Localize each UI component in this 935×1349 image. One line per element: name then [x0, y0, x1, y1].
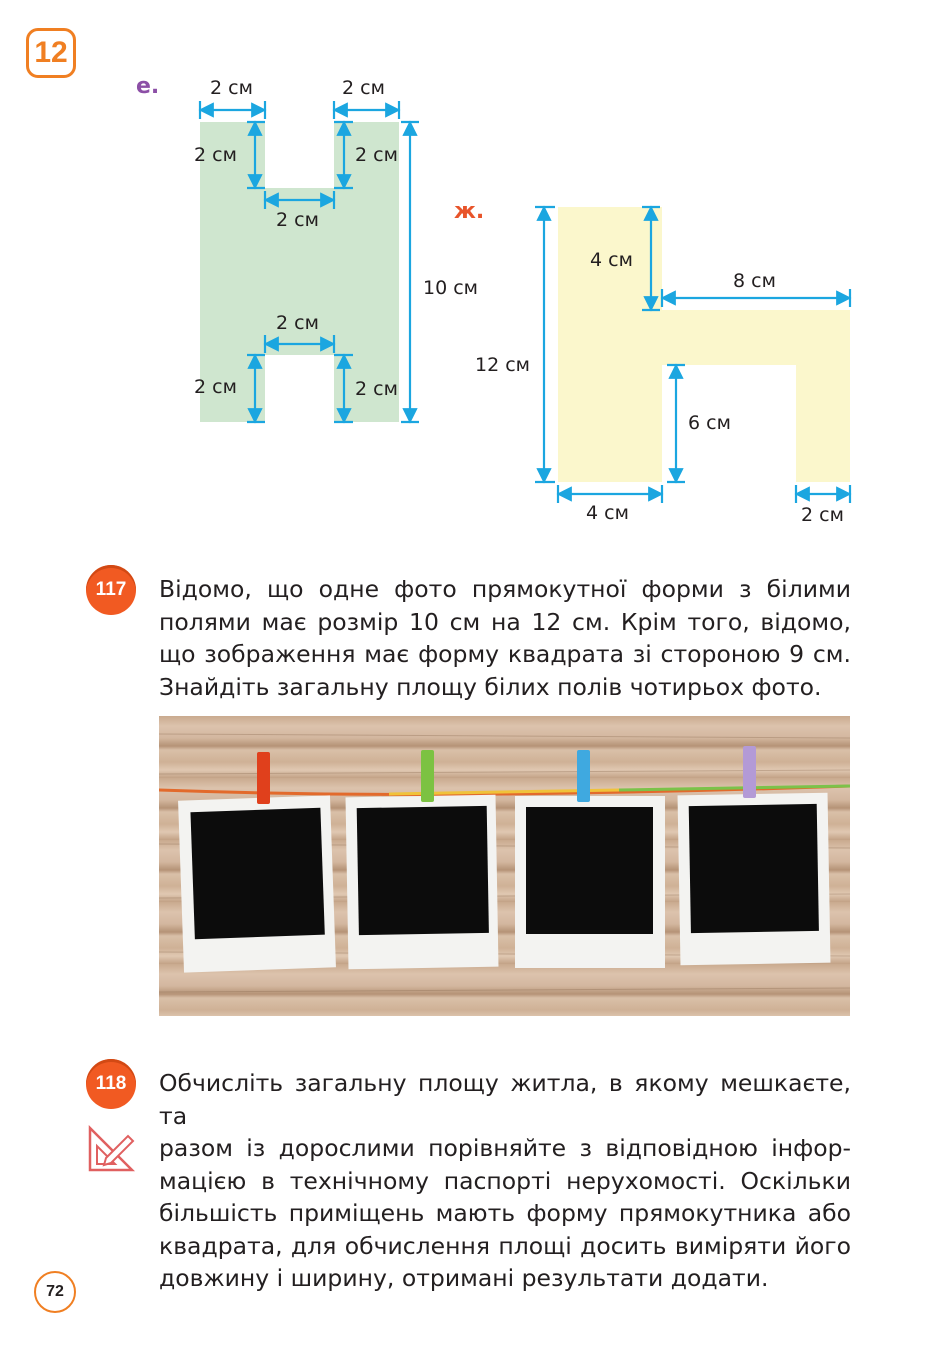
e-top-gap: 2 см	[276, 209, 319, 231]
photo-image	[357, 806, 489, 935]
e-bottom-gap: 2 см	[276, 312, 319, 334]
page-number: 72	[34, 1271, 76, 1313]
photo-image	[190, 808, 324, 939]
ruler-pencil-icon	[86, 1124, 136, 1174]
task-118-line: разом із дорослими порівняйте з відповідною інфор-	[159, 1134, 851, 1162]
e-height: 10 см	[423, 277, 478, 299]
clothespin	[743, 746, 756, 798]
zh-top-step: 4 см	[590, 249, 633, 271]
task-118-line: Обчисліть загальну площу житла, в якому мешкаєте, та	[159, 1069, 851, 1130]
task-117-line: що зображення має форму квадрата зі стороною 9 см.	[159, 640, 851, 668]
string-green	[619, 786, 850, 790]
zh-height: 12 см	[475, 354, 530, 376]
task-118-line: більшість приміщень мають форму прямокутника або	[159, 1199, 851, 1227]
figure-zh-label: ж.	[454, 199, 485, 224]
geometry-figures	[0, 0, 935, 540]
task-117-badge: 117	[86, 565, 136, 615]
task-118-line: довжину і ширину, отримані результати додати.	[159, 1264, 769, 1292]
polaroid-illustration	[159, 716, 850, 1016]
polaroid-frames	[178, 793, 830, 973]
e-top-right-width: 2 см	[342, 77, 385, 99]
clothespin	[421, 750, 434, 802]
task-117-line: Знайдіть загальну площу білих полів чотирьох фото.	[159, 672, 822, 701]
task-118-line: мацією в технічному паспорті нерухомості. Оскільки	[159, 1166, 851, 1195]
polaroid-photo	[159, 716, 850, 1016]
photo-image	[526, 807, 653, 934]
task-118-badge: 118	[86, 1059, 136, 1109]
e-bottom-right-notch: 2 см	[355, 378, 398, 400]
clothespin	[257, 752, 270, 804]
figure-e-label: е.	[136, 74, 160, 99]
e-top-right-notch: 2 см	[355, 144, 398, 166]
zh-bottom-right: 2 см	[801, 504, 844, 526]
e-bottom-left-notch: 2 см	[194, 376, 237, 398]
task-117-line: Відомо, що одне фото прямокутної форми з білими	[159, 575, 851, 603]
zh-bottom-left: 4 см	[586, 502, 629, 524]
task-117-text	[159, 573, 851, 703]
zh-right-length: 8 см	[733, 270, 776, 292]
zh-inner-height: 6 см	[688, 412, 731, 434]
chapter-badge: 12	[26, 28, 76, 78]
clothespin	[577, 750, 590, 802]
photo-image	[689, 804, 819, 933]
task-117-line: полями має розмір 10 см на 12 см. Крім того, відомо,	[159, 607, 851, 636]
e-top-left-notch: 2 см	[194, 144, 237, 166]
e-top-left-width: 2 см	[210, 77, 253, 99]
task-118-text	[159, 1067, 851, 1295]
task-118-line: квадрата, для обчислення площі досить виміряти його	[159, 1231, 851, 1260]
